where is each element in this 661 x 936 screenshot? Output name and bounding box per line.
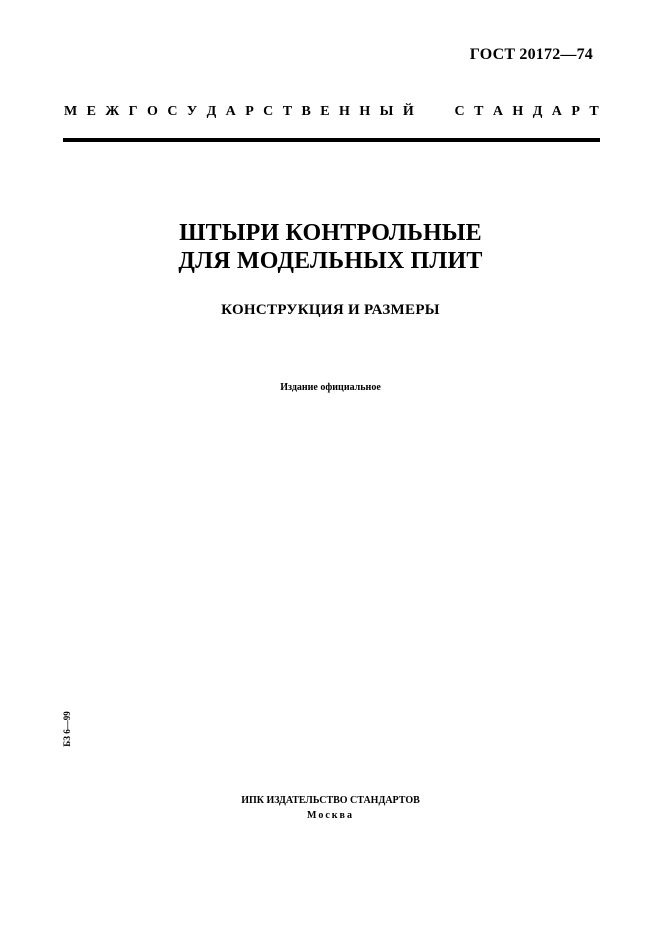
letter: Р [245, 104, 254, 119]
publisher: ИПК ИЗДАТЕЛЬСТВО СТАНДАРТОВ [241, 795, 420, 806]
city: Москва [307, 810, 354, 821]
letter: С [454, 104, 465, 119]
letter: Н [339, 104, 350, 119]
side-code-text: БЗ 6—99 [62, 711, 72, 747]
letter: Н [359, 104, 371, 119]
side-code [60, 705, 74, 753]
letter: А [492, 104, 503, 119]
letter: Т [282, 104, 293, 119]
letter: У [186, 104, 198, 119]
edition-label: Издание официальное [280, 382, 381, 393]
letter: О [147, 104, 158, 119]
letter: Г [128, 104, 138, 119]
letter: Й [402, 104, 414, 119]
letter: С [167, 104, 178, 119]
letter: Т [589, 104, 599, 119]
letter: С [263, 104, 274, 119]
letter: Д [206, 104, 217, 119]
letter: М [64, 104, 78, 119]
letter: Р [571, 104, 580, 119]
letter: Е [86, 104, 96, 119]
letter: Ы [379, 104, 394, 119]
title-block [0, 219, 661, 275]
standard-type [64, 104, 599, 120]
subtitle: КОНСТРУКЦИЯ И РАЗМЕРЫ [221, 302, 440, 318]
letter: Е [320, 104, 330, 119]
standard-number: ГОСТ 20172—74 [469, 46, 593, 63]
letter: Ж [105, 104, 120, 119]
header-rule [63, 138, 600, 142]
title-line-2: ДЛЯ МОДЕЛЬНЫХ ПЛИТ [178, 248, 483, 274]
letter: Д [532, 104, 543, 119]
letter: Н [512, 104, 524, 119]
letter: В [301, 104, 311, 119]
letter: Т [474, 104, 484, 119]
word-gap [423, 104, 445, 120]
title-line-1: ШТЫРИ КОНТРОЛЬНЫЕ [179, 220, 482, 246]
letter: А [225, 104, 236, 119]
letter: А [551, 104, 562, 119]
